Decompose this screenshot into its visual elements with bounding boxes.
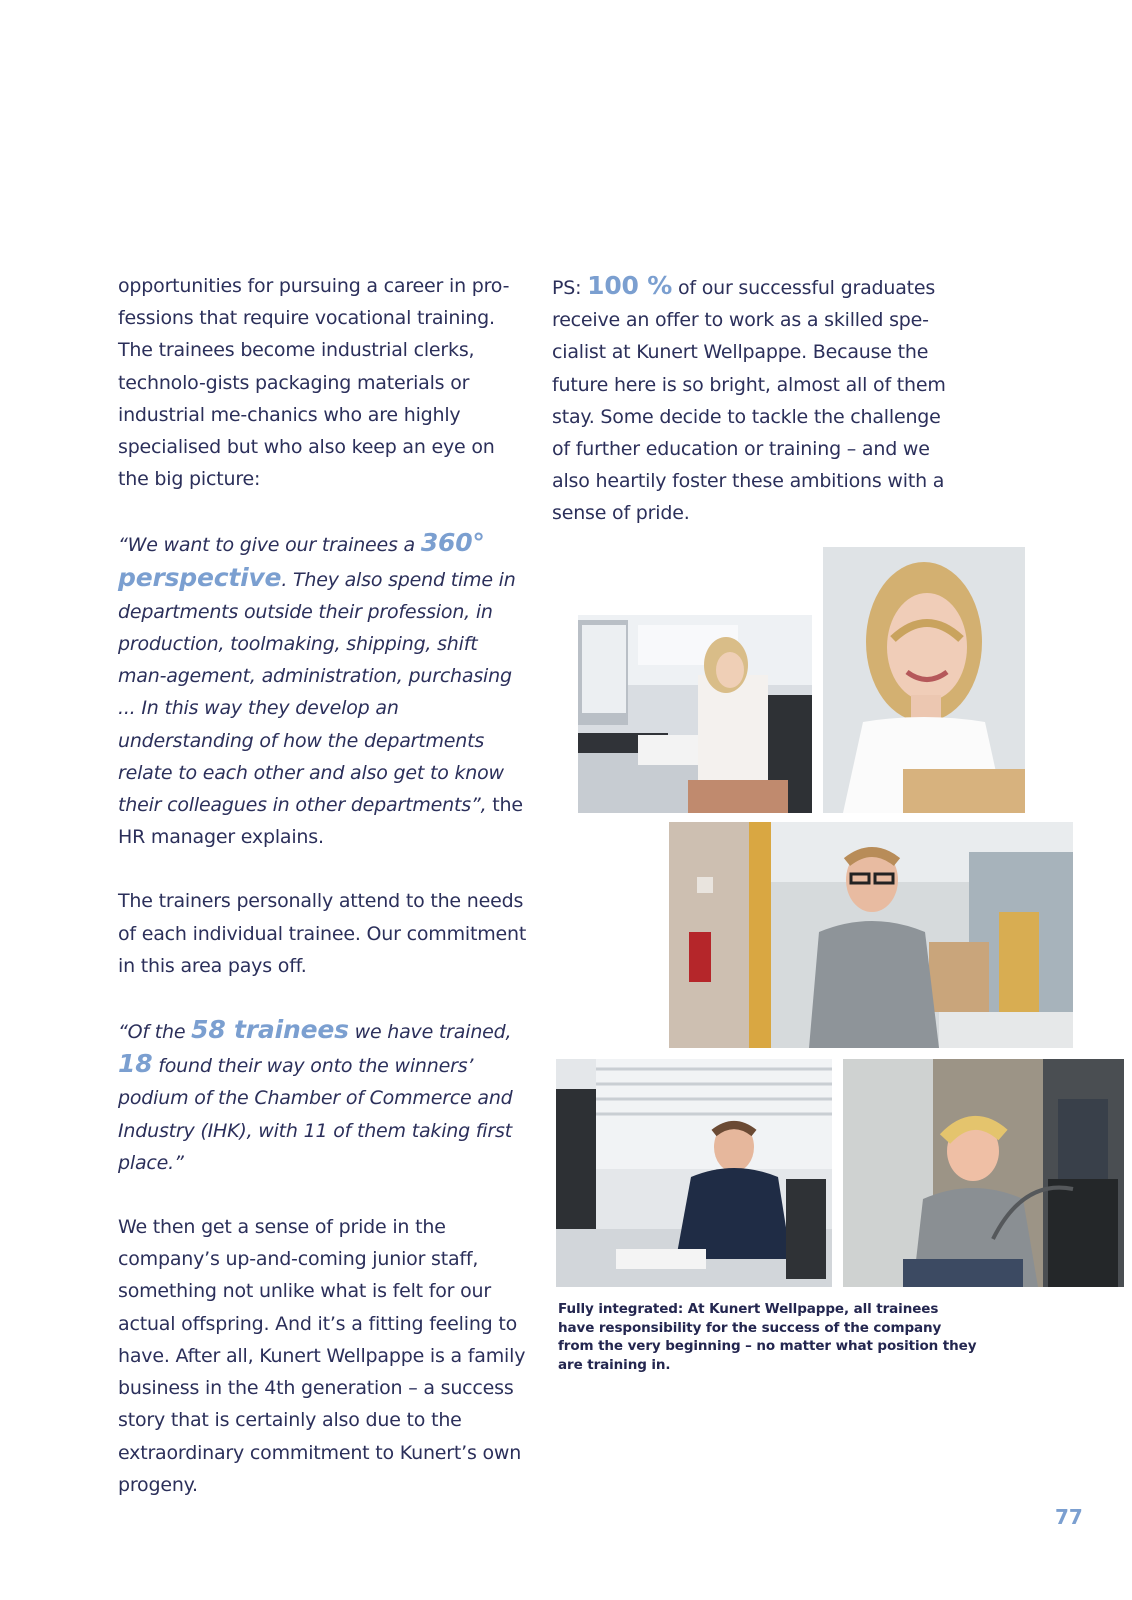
photo-desk-trainee xyxy=(556,1059,832,1287)
photo-workshop-trainee xyxy=(669,822,1073,1048)
left-text-column xyxy=(118,270,528,1501)
ps-text: of our successful graduates receive an offer to work as a skilled spe-cialist at Kunert Wellpappe. Because the future here is so bright, almost all of them stay. Some decide to tackle the challenge of further education or training – and we also heartily foster these ambitions with a sense of pride. xyxy=(552,277,946,525)
trainers-paragraph: The trainers personally attend to the needs of each individual trainee. Our commitment in this area pays off. xyxy=(118,890,527,977)
page-number: 77 xyxy=(1055,1505,1083,1529)
ps-paragraph xyxy=(552,270,962,530)
intro-paragraph: opportunities for pursuing a career in pro-fessions that require vocational training. The trainees become industrial clerks, technolo-gists packaging materials or industrial me-chanics who are highly specialised but who also keep an eye on the big picture: xyxy=(118,275,510,491)
photo-portrait-woman xyxy=(823,547,1025,813)
quote-trainees-middle: we have trained, xyxy=(348,1021,512,1044)
ps-label: PS: xyxy=(552,277,588,299)
highlight-18: 18 xyxy=(118,1049,153,1079)
highlight-100-percent: 100 % xyxy=(587,271,673,300)
quote-trainees-end: found their way onto the winners’ podium of the Chamber of Commerce and Industry (IHK), with 11 of them taking first place.” xyxy=(118,1055,513,1174)
photo-caption: Fully integrated: At Kunert Wellpappe, all trainees have responsibility for the success of the company from the very beginning – no matter what position they are training in. xyxy=(558,1301,977,1373)
quote-trainees-start: “Of the xyxy=(118,1021,192,1044)
right-text-column xyxy=(552,270,962,530)
quote-perspective-start: “We want to give our trainees a xyxy=(118,534,421,557)
photo-office-trainee xyxy=(578,615,812,813)
highlight-360-perspective: 360° perspective xyxy=(118,528,485,592)
pride-paragraph: We then get a sense of pride in the company’s up-and-coming junior staff, something not unlike what is felt for our actual offspring. And it’s a fitting feeling to have. After all, Kunert Wellpappe is a family business in the 4th generation – a success story that is certainly also due to the extraordinary commitment to Kunert’s own progeny. xyxy=(118,1216,526,1496)
quote-attribution: the HR manager explains. xyxy=(118,794,523,849)
quote-perspective-body: . They also spend time in departments outside their profession, in production, toolmaking, shipping, shift man-agement, administration, purchasing ... In this way they develop an understanding of how the departments relate to each other and also get to know their colleagues in other departments”, xyxy=(118,568,516,817)
quote-perspective xyxy=(118,527,528,853)
quote-trainees xyxy=(118,1014,528,1179)
highlight-58-trainees: 58 trainees xyxy=(191,1015,349,1045)
photo-machine-trainee xyxy=(843,1059,1124,1287)
